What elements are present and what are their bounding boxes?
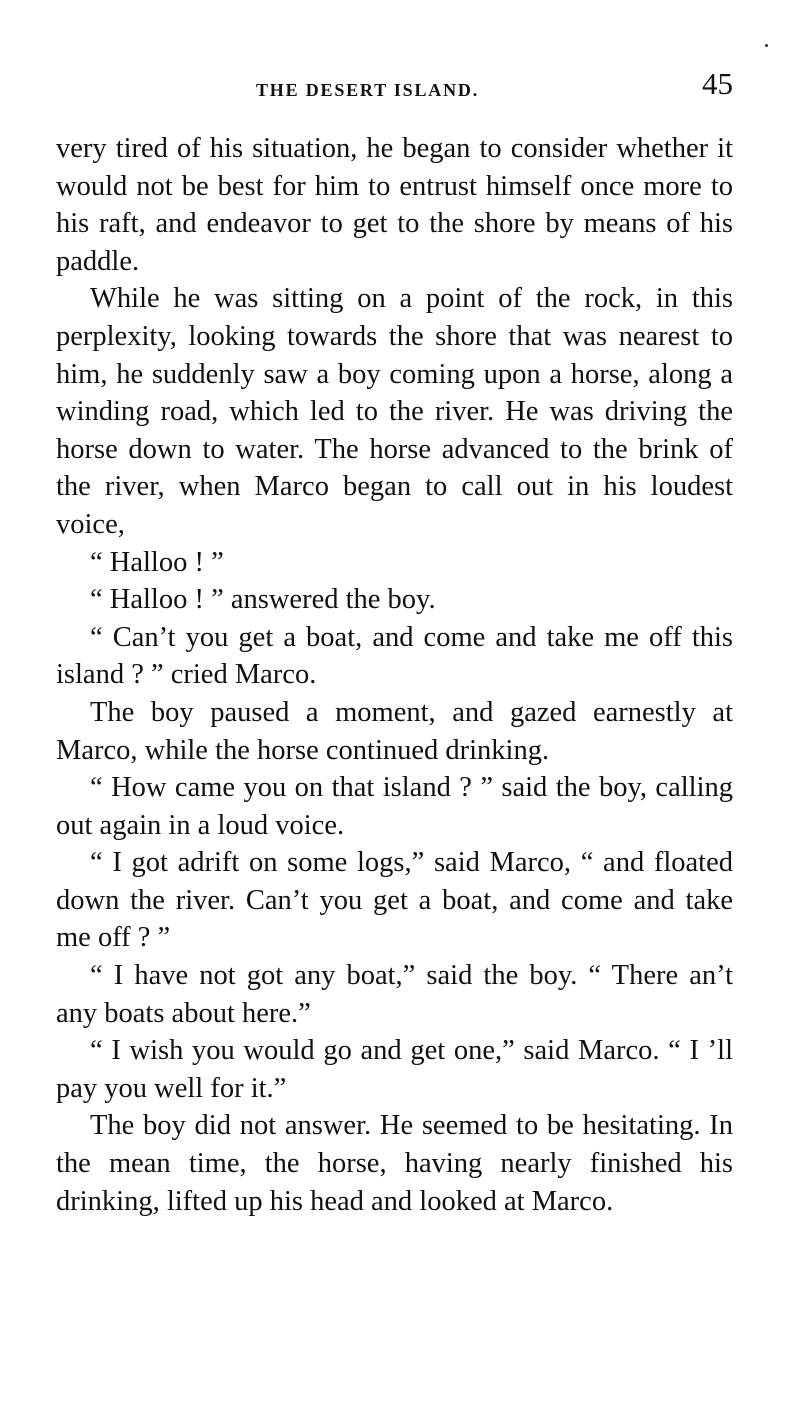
paragraph-3: “ Halloo ! ” [90,546,224,578]
print-speck [765,44,768,47]
paragraph-9: “ I have not got any boat,” said the boy. “ There an’t any boats about here.” [56,960,733,1029]
paragraph-5: “ Can’t you get a boat, and come and take me off this island ? ” cried Marco. [56,621,733,691]
running-title: THE DESERT ISLAND. [256,80,479,100]
paragraph-4: “ Halloo ! ” answered the boy. [90,584,436,616]
page-header [56,64,733,104]
paragraph-2: While he was sitting on a point of the rock, in this perplexity, looking towards the shore that was nearest to him, he suddenly saw a boy coming upon a horse, along a winding road, which led to the river. He was driving the horse down to water. The horse advanced to the brink of the river, when Marco began to call out in his loudest voice, [56,283,733,540]
paragraph-8: “ I got adrift on some logs,” said Marco, “ and floated down the river. Can’t you get a boat, and come and take me off ? ” [56,847,733,954]
paragraph-10: “ I wish you would go and get one,” said Marco. “ I ’ll pay you well for it.” [56,1035,733,1104]
page-number: 45 [702,66,733,101]
paragraph-1: very tired of his situation, he began to consider whether it would not be best for him to entrust himself once more to his raft, and endeavor to get to the shore by means of his paddle. [56,133,733,277]
paragraph-6: The boy paused a moment, and gazed earnestly at Marco, while the horse continued drinking. [56,696,733,766]
body-text [56,130,733,1220]
paragraph-11: The boy did not answer. He seemed to be hesitating. In the mean time, the horse, having nearly finished his drinking, lifted up his head and looked at Marco. [56,1110,733,1217]
paragraph-7: “ How came you on that island ? ” said the boy, calling out again in a loud voice. [56,772,733,841]
